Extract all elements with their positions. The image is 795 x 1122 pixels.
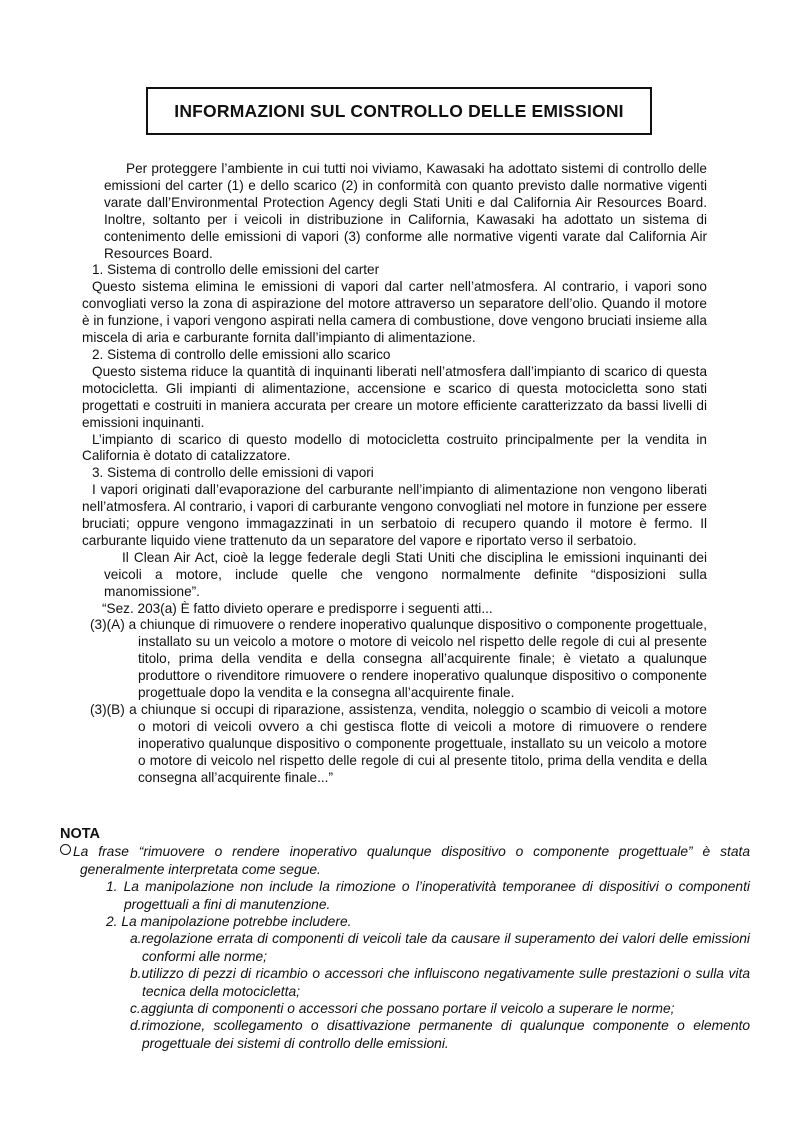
- nota-item-2: 2. La manipolazione potrebbe includere.: [106, 914, 352, 930]
- section-2-paragraph: Questo sistema riduce la quantità di inquinanti liberati nell’atmosfera dall’impianto di scarico di questa motocicletta. Gli impianti di alimentazione, accensione e scarico di questa motocicletta sono stati progettati e costruiti in maniera accurata per creare un motore efficiente caratterizzato da bassi livelli di emissioni inquinanti.: [82, 363, 707, 430]
- section-1-heading: 1. Sistema di controllo delle emissioni del carter: [92, 262, 380, 278]
- page-title: INFORMAZIONI SUL CONTROLLO DELLE EMISSIONI: [174, 100, 624, 121]
- quote-item-a: (3)(A) a chiunque di rimuovere o rendere inoperativo qualunque dispositivo o componente progettuale, installato su un veicolo a motore o motore di veicolo nel rispetto delle regole di cui al presente titolo, prima della vendita e della consegna all’acquirente finale; è vietato a qualunque produttore o rivenditore rimuovere o rendere inoperativo qualunque dispositivo o componente progettuale dopo la vendita e la consegna all’acquirente finale.: [90, 617, 707, 701]
- clean-air-act-block: [82, 550, 707, 601]
- intro-paragraph: Per proteggere l’ambiente in cui tutti noi viviamo, Kawasaki ha adottato sistemi di controllo delle emissioni del carter (1) e dello scarico (2) in conformità con quanto previsto dalle normative vigenti varate dall’Environmental Protection Agency degli Stati Uniti e dal California Air Resources Board. Inoltre, soltanto per i veicoli in distribuzione in California, Kawasaki ha adottato un sistema di contenimento delle emissioni di vapori (3) conforme alle normative vigenti varate dal California Air Resources Board.: [104, 161, 707, 261]
- nota-item-1: 1. La manipolazione non include la rimozione o l’inoperatività temporanee di dispositivi o componenti progettuali a fini di manutenzione.: [106, 879, 750, 912]
- section-2-heading: 2. Sistema di controllo delle emissioni allo scarico: [92, 346, 391, 362]
- nota-section: [60, 826, 750, 1052]
- nota-letter-list: [60, 930, 750, 1052]
- nota-lead-text: La frase “rimuovere o rendere inoperativo qualunque dispositivo o componente progettuale” è stata generalmente interpretata come segue.: [73, 844, 750, 877]
- quote-item-b: (3)(B) a chiunque si occupi di riparazione, assistenza, vendita, noleggio o scambio di veicoli a motore o motori di veicoli ovvero a chi gestisca flotte di veicoli a motore di rimuovere o rendere inoperativo qualunque dispositivo o componente progettuale, installato su un veicolo a motore o motore di veicolo nel rispetto delle regole di cui al presente titolo, prima della vendita e della consegna all’acquirente finale...”: [90, 702, 707, 785]
- nota-lead: [60, 843, 750, 878]
- nota-letter-b: b.utilizzo di pezzi di ricambio o accessori che influiscono negativamente sulle prestazioni o sulla vita tecnica della motocicletta;: [130, 966, 750, 999]
- nota-letter-a: a.regolazione errata di componenti di veicoli tale da causare il superamento dei valori delle emissioni conformi alle norme;: [130, 931, 750, 964]
- intro-block: [82, 161, 707, 262]
- nota-heading: NOTA: [60, 826, 101, 842]
- quote-intro: “Sez. 203(a) È fatto divieto operare e predisporre i seguenti atti...: [102, 600, 493, 616]
- section-1-paragraph: Questo sistema elimina le emissioni di vapori dal carter nell’atmosfera. Al contrario, i vapori sono convogliati verso la zona di aspirazione del motore attraverso un separatore dell’olio. Quando il motore è in funzione, i vapori vengono aspirati nella camera di combustione, dove vengono bruciati insieme alla miscela di aria e carburante fornita dall’impianto di alimentazione.: [82, 279, 707, 346]
- section-3-heading: 3. Sistema di controllo delle emissioni di vapori: [92, 465, 374, 481]
- section-2-paragraph: L’impianto di scarico di questo modello di motocicletta costruito principalmente per la vendita in California è dotato di catalizzatore.: [82, 431, 707, 464]
- main-text: [82, 161, 707, 787]
- clean-air-act-paragraph: Il Clean Air Act, cioè la legge federale degli Stati Uniti che disciplina le emissioni inquinanti dei veicoli a motore, include quelle che vengono normalmente definite “disposizioni sulla manomissione”.: [104, 549, 707, 599]
- circle-bullet-icon: [60, 844, 71, 855]
- nota-letter-c: c.aggiunta di componenti o accessori che possano portare il veicolo a superare le norme;: [130, 1001, 675, 1017]
- nota-letter-d: d.rimozione, scollegamento o disattivazione permanente di qualunque componente o elemento progettuale dei sistemi di controllo delle emissioni.: [130, 1018, 750, 1051]
- section-3-paragraph: I vapori originati dall’evaporazione del carburante nell’impianto di alimentazione non vengono liberati nell’atmosfera. Al contrario, i vapori di carburante vengono convogliati nel motore in funzione per essere bruciati; oppure vengono immagazzinati in un serbatoio di recupero quando il motore è fermo. Il carburante liquido viene trattenuto da un separatore del vapore e riportato verso il serbatoio.: [82, 482, 707, 548]
- title-box: [146, 87, 652, 135]
